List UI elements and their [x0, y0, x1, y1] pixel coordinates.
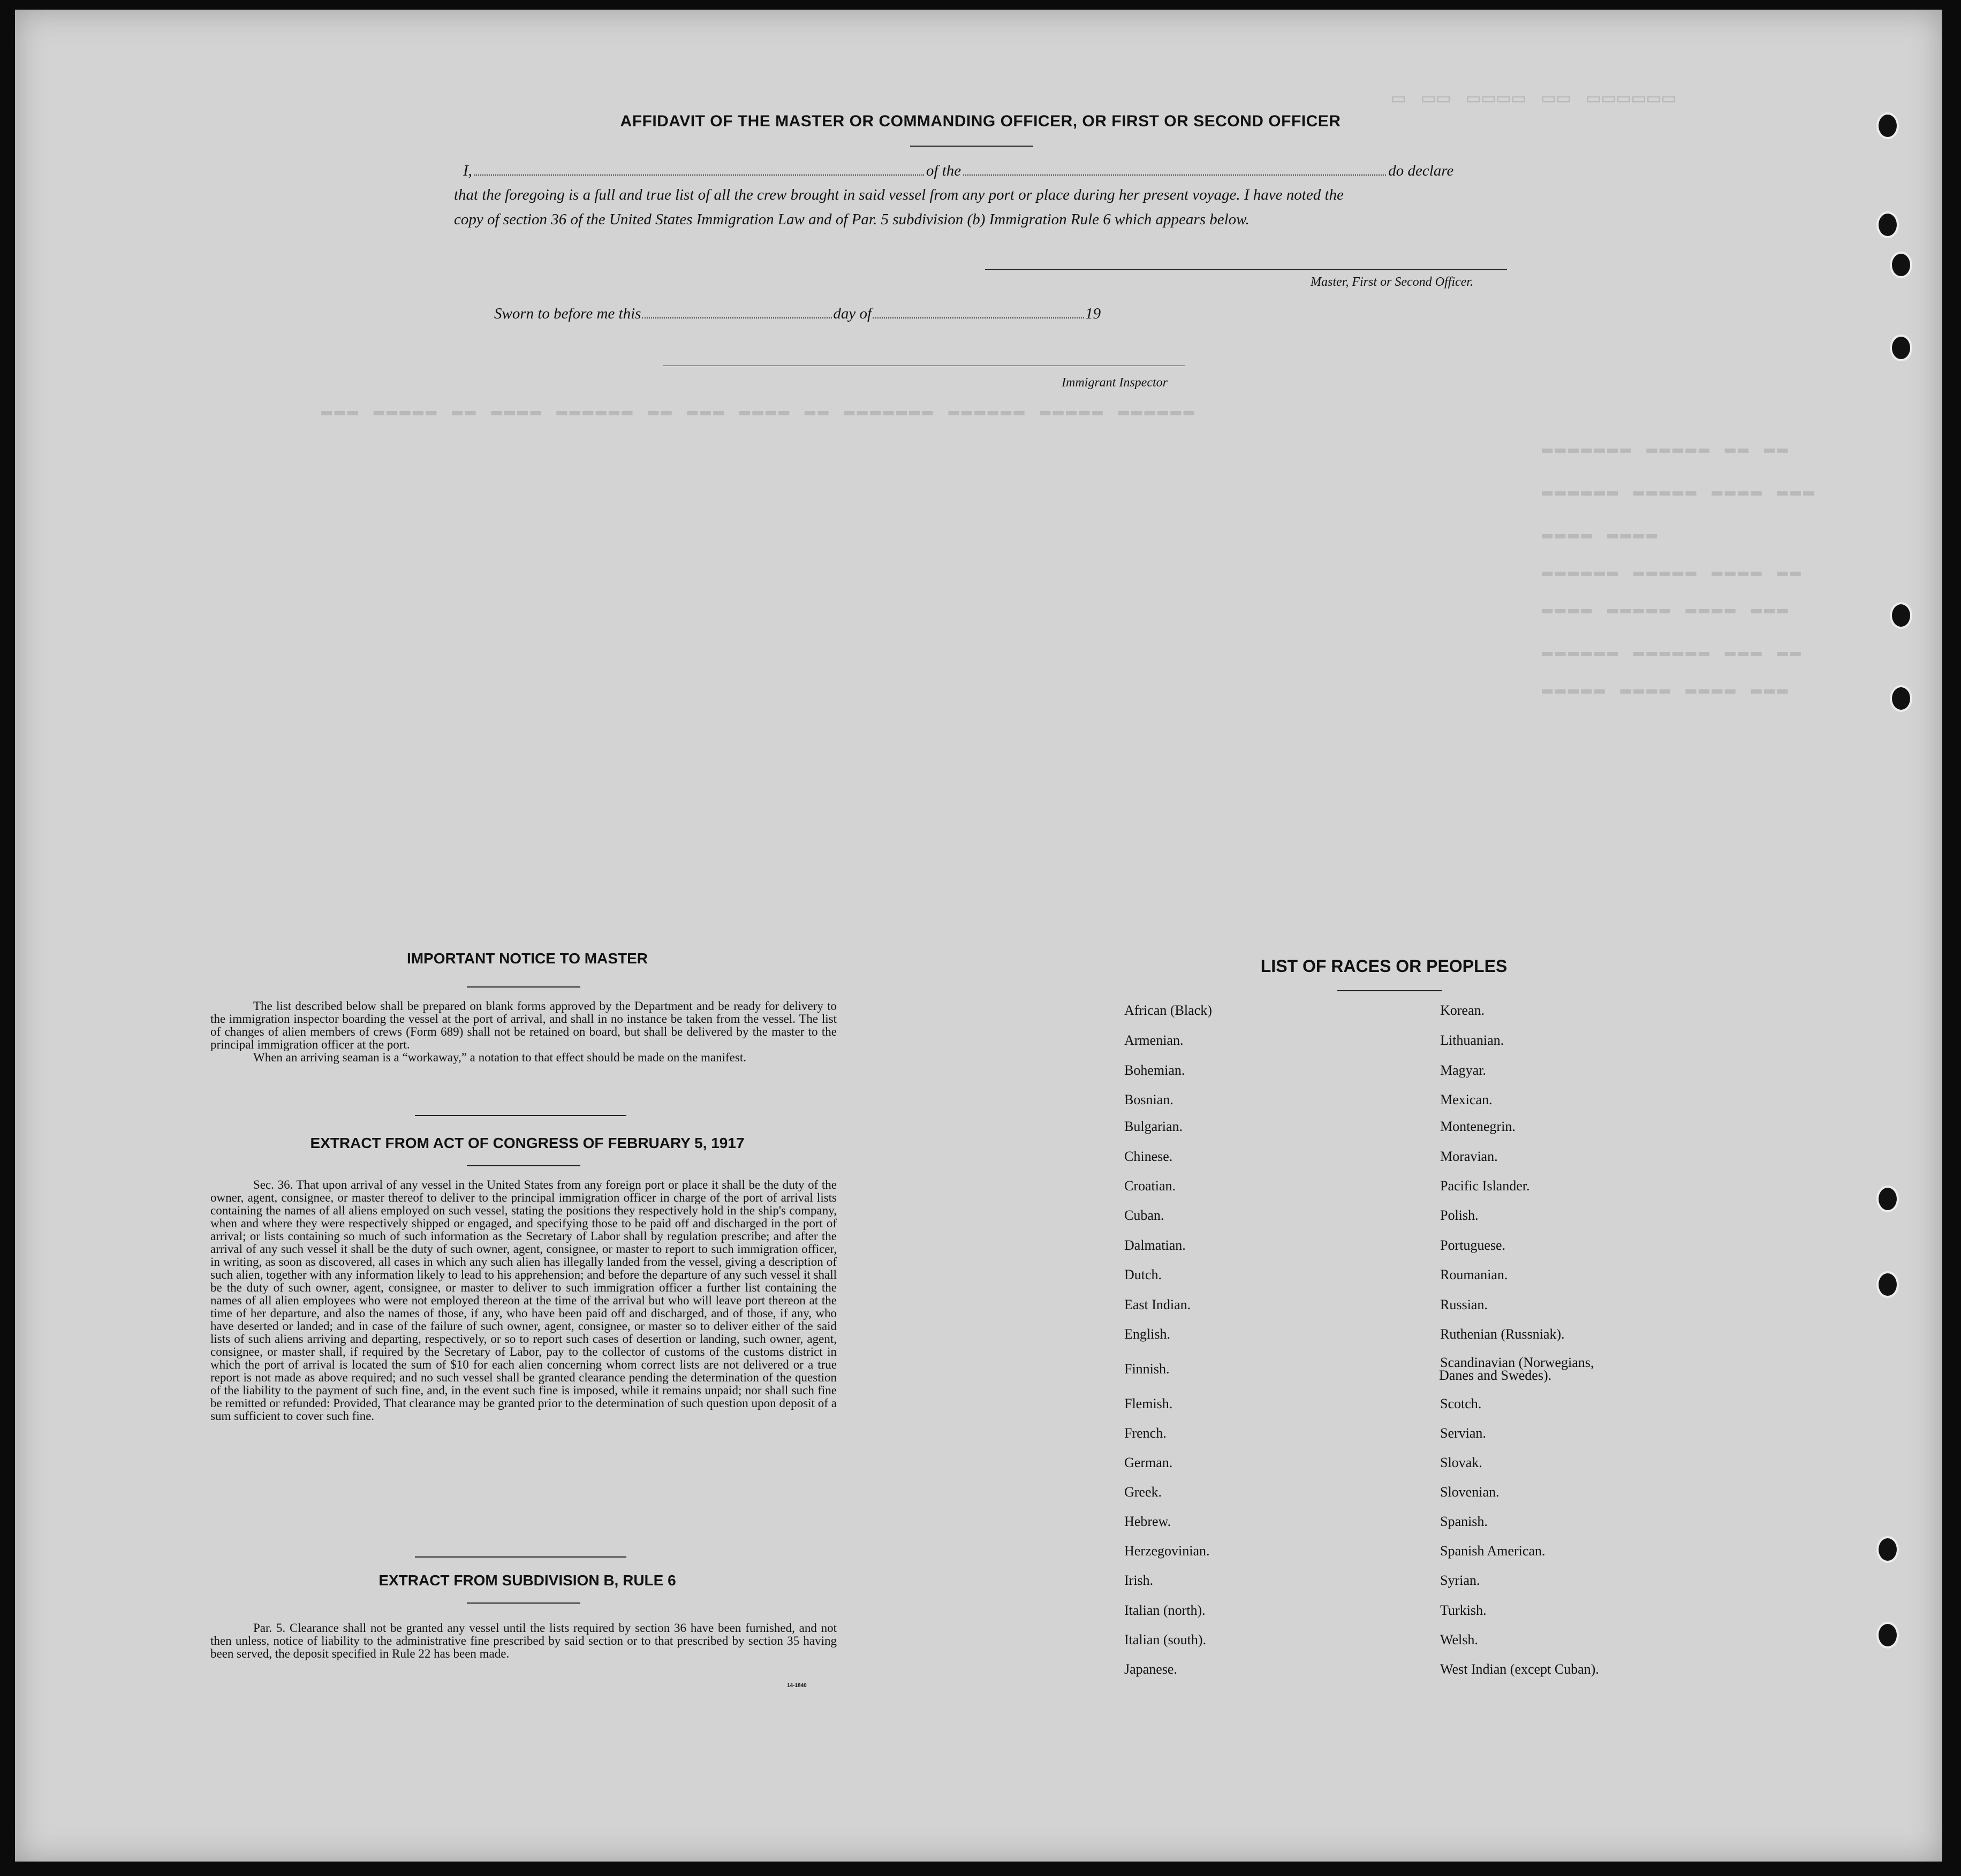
affidavit-text: do declare [1388, 162, 1454, 179]
race-item: Pacific Islander. [1440, 1178, 1530, 1194]
divider [467, 986, 580, 988]
race-item: Scotch. [1440, 1396, 1482, 1411]
race-item: Syrian. [1440, 1573, 1480, 1588]
race-item: West Indian (except Cuban). [1440, 1661, 1599, 1677]
divider [415, 1115, 626, 1116]
race-item: Lithuanian. [1440, 1032, 1504, 1048]
race-item: Spanish American. [1440, 1543, 1546, 1559]
race-item: Danes and Swedes). [1439, 1368, 1552, 1383]
affidavit-line-1 [463, 162, 1453, 180]
races-title: LIST OF RACES OR PEOPLES [1260, 956, 1508, 976]
race-item: Greek. [1124, 1484, 1162, 1500]
race-item: Mexican. [1440, 1092, 1493, 1107]
race-item: Montenegrin. [1440, 1119, 1516, 1134]
divider [415, 1556, 626, 1558]
race-item: African (Black) [1124, 1002, 1212, 1018]
race-item: Italian (north). [1124, 1602, 1206, 1618]
race-item: Bulgarian. [1124, 1119, 1183, 1134]
punch-hole-icon [1876, 1186, 1899, 1212]
bleed-through-text: ▬▬▬▬▬ ▬▬▬▬ ▬▬▬▬ ▬▬▬ [1542, 680, 1790, 700]
race-item: Irish. [1124, 1573, 1154, 1588]
sworn-text: day of [833, 305, 872, 322]
race-item: Croatian. [1124, 1178, 1176, 1194]
inspector-signature-label: Immigrant Inspector [1062, 376, 1168, 390]
race-item: Dutch. [1124, 1267, 1162, 1282]
bleed-through-text: ▬▬▬▬▬▬ ▬▬▬▬▬ ▬▬▬▬ ▬▬ [1542, 562, 1804, 582]
race-item: Spanish. [1440, 1514, 1488, 1529]
race-item: Hebrew. [1124, 1514, 1171, 1529]
notice-paragraph: The list described below shall be prepared on blank forms approved by the Department and be ready for delivery to the immigration inspector boarding the vessel at the port of arrival, and shall in no instance be taken from the vessel. The list of changes of alien members of crews (Form 689) shall not be retained on board, but shall be delivered by the master to the principal immigration officer at the port. [210, 999, 837, 1051]
bleed-through-text: ▬▬▬▬▬▬ ▬▬▬▬▬▬ ▬▬▬ ▬▬ [1542, 642, 1804, 663]
race-item: Finnish. [1124, 1361, 1170, 1377]
divider [467, 1602, 580, 1604]
race-item: Chinese. [1124, 1149, 1173, 1164]
bleed-through-text: ▭ ▭▭ ▭▭▭▭ ▭▭ ▭▭▭▭▭▭ [1392, 88, 1678, 112]
race-item: Flemish. [1124, 1396, 1173, 1411]
punch-hole-icon [1890, 685, 1912, 712]
punch-hole-icon [1890, 252, 1912, 278]
race-item: Ruthenian (Russniak). [1440, 1326, 1565, 1342]
race-item: Magyar. [1440, 1062, 1486, 1078]
race-item: Russian. [1440, 1297, 1488, 1312]
race-item: German. [1124, 1455, 1173, 1470]
month-blank-field[interactable] [873, 317, 1084, 318]
race-item: Japanese. [1124, 1661, 1177, 1677]
master-signature-label: Master, First or Second Officer. [1311, 275, 1473, 289]
race-item: Korean. [1440, 1002, 1485, 1018]
punch-hole-icon [1890, 335, 1912, 361]
rule-extract-body [210, 1622, 837, 1660]
race-item: Slovenian. [1440, 1484, 1500, 1500]
punch-hole-icon [1890, 602, 1912, 629]
sworn-text: 19 [1085, 305, 1101, 322]
form-number: 14-1840 [787, 1683, 807, 1689]
race-item: Scandinavian (Norwegians, [1440, 1355, 1594, 1370]
punch-hole-icon [1876, 1271, 1899, 1298]
punch-hole-icon [1876, 1536, 1899, 1563]
notice-body [210, 1000, 837, 1064]
race-item: Turkish. [1440, 1602, 1487, 1618]
sworn-text: Sworn to before me this [494, 305, 641, 322]
notice-paragraph: When an arriving seaman is a “workaway,” a notation to that effect should be made on the manifest. [253, 1051, 746, 1064]
race-item: Dalmatian. [1124, 1237, 1186, 1253]
race-item: Cuban. [1124, 1207, 1164, 1223]
bleed-through-text: ▬▬▬▬ ▬▬▬▬▬ ▬▬▬▬ ▬▬▬ [1542, 599, 1790, 620]
rule-extract-paragraph: Par. 5. Clearance shall not be granted any vessel until the lists required by section 36 have been furnished, and not then unless, notice of liability to the administrative fine prescribed by said section or to that prescribed by section 35 having been served, the deposit specified in Rule 22 has been made. [210, 1621, 837, 1660]
race-item: Italian (south). [1124, 1632, 1207, 1647]
bleed-through-text: ▬▬▬▬▬▬ ▬▬▬▬▬ ▬▬▬▬ ▬▬▬ [1542, 482, 1816, 502]
act-extract-body [210, 1179, 837, 1423]
race-item: Slovak. [1440, 1455, 1482, 1470]
race-item: Welsh. [1440, 1632, 1478, 1647]
race-item: Bosnian. [1124, 1092, 1173, 1107]
notice-title: IMPORTANT NOTICE TO MASTER [406, 950, 648, 967]
divider [467, 1165, 580, 1166]
divider [1337, 990, 1442, 991]
race-item: Servian. [1440, 1425, 1486, 1441]
rule-extract-title: EXTRACT FROM SUBDIVISION B, RULE 6 [378, 1572, 676, 1589]
affidavit-line-2: that the foregoing is a full and true list of all the crew brought in said vessel from any port or place during her present voyage. I have noted the [454, 186, 1344, 203]
sworn-line [494, 305, 1101, 323]
act-extract-paragraph: Sec. 36. That upon arrival of any vessel in the United States from any foreign port or place it shall be the duty of the owner, agent, consignee, or master thereof to deliver to the principal immigration officer in charge of the port of arrival lists containing the names of all aliens employed on such vessel, stating the positions they respectively hold in the ship's company, when and where they were respectively shipped or engaged, and specifying those to be paid off and discharged in the port of arrival; or lists containing so much of such information as the Secretary of Labor shall by regulation prescribe; and after the arrival of any such vessel it shall be the duty of such owner, agent, consignee, or master to report to such immigration officer, in writing, as soon as discovered, all cases in which any such alien has illegally landed from the vessel, giving a description of such alien, together with any information likely to lead to his apprehension; and before the departure of any such vessel it shall be the duty of such owner, agent, consignee, or master to deliver to such immigration officer a further list containing the names of all alien employees who were not employed thereon at the time of the arrival but who will leave port thereon at the time of her departure, and also the names of those, if any, who have been paid off and discharged, and of those, if any, who have deserted or landed; and in case of the failure of such owner, agent, consignee, or master so to deliver either of the said lists of such aliens arriving and departing, respectively, or so to report such cases of desertion or landing, such owner, agent, consignee, or master shall, if required by the Secretary of Labor, pay to the collector of customs of the customs district in which the port of arrival is located the sum of $10 for each alien concerning whom correct lists are not delivered or a true report is not made as above required; and no such vessel shall be granted clearance pending the determination of the question of the liability to the payment of such fine, and, in the event such fine is imposed, while it remains unpaid; nor shall such fine be remitted or refunded: Provided, That clearance may be granted prior to the determination of such question upon deposit of a sum sufficient to cover such fine. [210, 1178, 837, 1423]
race-item: Polish. [1440, 1207, 1479, 1223]
day-blank-field[interactable] [642, 317, 832, 318]
race-item: Herzegovinian. [1124, 1543, 1210, 1559]
affidavit-title: AFFIDAVIT OF THE MASTER OR COMMANDING OFFICER, OR FIRST OR SECOND OFFICER [620, 112, 1341, 130]
name-blank-field[interactable] [474, 174, 924, 176]
affidavit-line-3: copy of section 36 of the United States Immigration Law and of Par. 5 subdivision (b) Immigration Rule 6 which appears below. [454, 211, 1250, 228]
race-item: French. [1124, 1425, 1167, 1441]
race-item: Armenian. [1124, 1032, 1184, 1048]
race-item: East Indian. [1124, 1297, 1191, 1312]
vessel-blank-field[interactable] [963, 174, 1386, 176]
race-item: Portuguese. [1440, 1237, 1506, 1253]
race-item: Moravian. [1440, 1149, 1498, 1164]
punch-hole-icon [1876, 1622, 1899, 1649]
affidavit-text: of the [926, 162, 961, 179]
bleed-through-text: ▬▬▬▬▬▬▬ ▬▬▬▬▬ ▬▬ ▬▬ [1542, 439, 1790, 459]
race-item: Roumanian. [1440, 1267, 1508, 1282]
bleed-through-text: ▬▬▬▬ ▬▬▬▬ [1542, 525, 1660, 545]
punch-hole-icon [1876, 211, 1899, 238]
race-item: English. [1124, 1326, 1170, 1342]
master-signature-line[interactable] [985, 269, 1507, 270]
bleed-through-text: ▬▬▬ ▬▬▬▬▬ ▬▬ ▬▬▬▬ ▬▬▬▬▬▬ ▬▬ ▬▬▬ ▬▬▬▬ ▬▬ ▬▬▬▬▬▬▬ ▬▬▬▬▬▬ ▬▬▬▬▬ ▬▬▬▬▬▬ [321, 401, 1197, 422]
affidavit-text: I, [463, 162, 472, 179]
act-extract-title: EXTRACT FROM ACT OF CONGRESS OF FEBRUARY 5, 1917 [310, 1135, 745, 1151]
race-item: Bohemian. [1124, 1062, 1185, 1078]
divider [910, 146, 1033, 147]
